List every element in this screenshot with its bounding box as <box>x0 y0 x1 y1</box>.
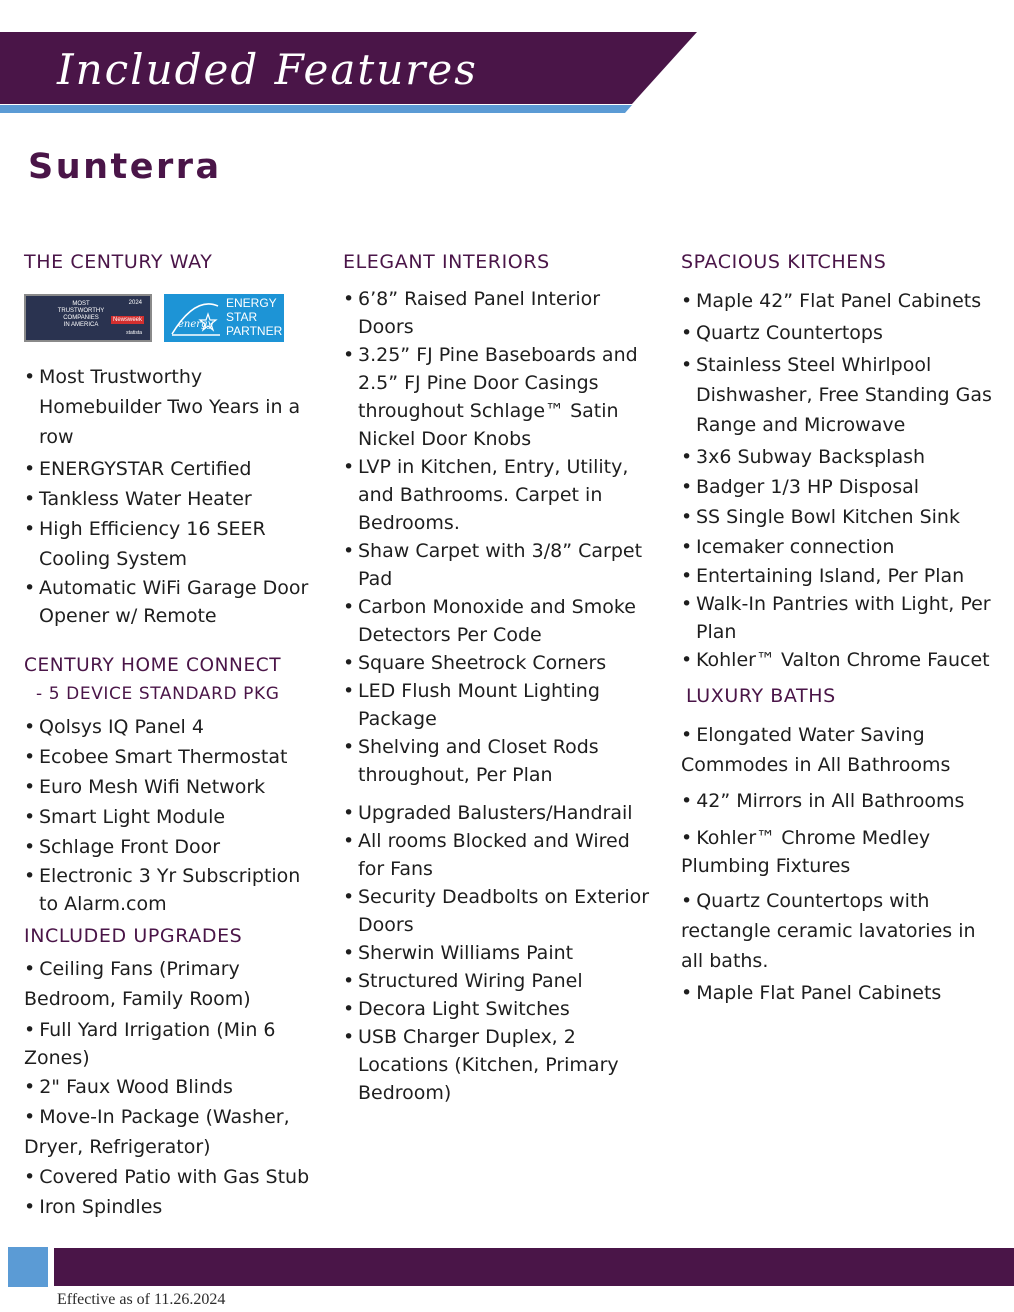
list-item: • 3x6 Subway Backsplash <box>681 442 1001 472</box>
list-item: • Qolsys IQ Panel 4 <box>24 712 324 742</box>
list-item: • Maple Flat Panel Cabinets <box>681 978 1001 1008</box>
list-item: • 2" Faux Wood Blinds <box>24 1072 324 1102</box>
list-item: • Kohler™ Chrome Medley Plumbing Fixtures <box>681 824 1001 880</box>
trust-badge-text: MOST TRUSTWORTHY COMPANIES IN AMERICA <box>57 301 105 328</box>
home-connect-heading: CENTURY HOME CONNECT <box>24 655 282 676</box>
list-item: • LVP in Kitchen, Entry, Utility, and Bathrooms. Carpet in Bedrooms. <box>343 453 658 537</box>
century-way-list <box>24 362 324 630</box>
list-item: • Covered Patio with Gas Stub <box>24 1162 324 1192</box>
list-item: • Carbon Monoxide and Smoke Detectors Per Code <box>343 593 658 649</box>
list-item: • ENERGYSTAR Certified <box>24 454 324 484</box>
interiors-heading: ELEGANT INTERIORS <box>343 251 550 273</box>
upgrades-list <box>24 954 324 1222</box>
trustworthy-badge <box>24 294 152 342</box>
list-item: • Full Yard Irrigation (Min 6 Zones) <box>24 1016 324 1072</box>
list-item: • Automatic WiFi Garage Door Opener w/ Remote <box>24 574 324 630</box>
home-connect-list <box>24 712 324 918</box>
list-item: • 6’8” Raised Panel Interior Doors <box>343 285 658 341</box>
list-item: • Security Deadbolts on Exterior Doors <box>343 883 658 939</box>
list-item: • Smart Light Module <box>24 802 324 832</box>
list-item: • Upgraded Balusters/Handrail <box>343 799 658 827</box>
list-item: • USB Charger Duplex, 2 Locations (Kitchen, Primary Bedroom) <box>343 1023 658 1107</box>
list-item: • Icemaker connection <box>681 532 1001 562</box>
upgrades-heading: INCLUDED UPGRADES <box>24 925 243 947</box>
list-item: • Decora Light Switches <box>343 995 658 1023</box>
list-item: • Square Sheetrock Corners <box>343 649 658 677</box>
footer-accent-square <box>8 1247 48 1287</box>
list-item: • Entertaining Island, Per Plan <box>681 562 1001 590</box>
list-item: • Badger 1/3 HP Disposal <box>681 472 1001 502</box>
list-item: • 42” Mirrors in All Bathrooms <box>681 786 1001 816</box>
list-item: • SS Single Bowl Kitchen Sink <box>681 502 1001 532</box>
award-badges <box>24 294 324 344</box>
list-item: • Ecobee Smart Thermostat <box>24 742 324 772</box>
footer-bar <box>54 1248 1014 1286</box>
list-item: • Iron Spindles <box>24 1192 324 1222</box>
energy-star-icon <box>168 300 222 338</box>
list-item: • Sherwin Williams Paint <box>343 939 658 967</box>
list-item: • High Efficiency 16 SEER Cooling System <box>24 514 324 574</box>
banner-title: Included Features <box>57 45 478 94</box>
list-item: • Most Trustworthy Homebuilder Two Years in a row <box>24 362 324 452</box>
list-item: • Walk-In Pantries with Light, Per Plan <box>681 590 1001 646</box>
century-way-heading: THE CENTURY WAY <box>24 251 213 273</box>
column-left <box>24 248 324 1222</box>
list-item: • Tankless Water Heater <box>24 484 324 514</box>
list-item: • Kohler™ Valton Chrome Faucet <box>681 646 1001 674</box>
svg-text:energy: energy <box>178 319 214 330</box>
list-item: • Elongated Water Saving Commodes in All Bathrooms <box>681 720 1001 780</box>
effective-date: Effective as of 11.26.2024 <box>57 1291 226 1308</box>
list-item: • Structured Wiring Panel <box>343 967 658 995</box>
list-item: • Quartz Countertops <box>681 318 1001 348</box>
statista-logo: statista <box>126 330 142 336</box>
column-right <box>681 248 1001 1008</box>
list-item: • Euro Mesh Wifi Network <box>24 772 324 802</box>
home-connect-subheading: - 5 DEVICE STANDARD PKG <box>36 684 280 704</box>
energy-star-text: ENERGY STAR PARTNER <box>226 296 283 338</box>
newsweek-logo: Newsweek <box>112 317 142 323</box>
kitchens-list <box>681 286 1001 674</box>
community-name: Sunterra <box>28 147 222 187</box>
list-item: • Quartz Countertops with rectangle ceramic lavatories in all baths. <box>681 886 1001 976</box>
energy-star-badge <box>164 294 284 342</box>
list-item: • Move-In Package (Washer, Dryer, Refrigerator) <box>24 1102 324 1162</box>
list-item: • LED Flush Mount Lighting Package <box>343 677 658 733</box>
list-item: • Shelving and Closet Rods throughout, Per Plan <box>343 733 658 789</box>
baths-heading: LUXURY BATHS <box>686 685 836 707</box>
interiors-list <box>343 285 658 1107</box>
list-item: • Ceiling Fans (Primary Bedroom, Family Room) <box>24 954 324 1014</box>
baths-list <box>681 720 1001 1008</box>
list-item: • Electronic 3 Yr Subscription to Alarm.com <box>24 862 324 918</box>
list-item: • Shaw Carpet with 3/8” Carpet Pad <box>343 537 658 593</box>
list-item: • All rooms Blocked and Wired for Fans <box>343 827 658 883</box>
trust-badge-year: 2024 <box>128 300 142 306</box>
list-item: • Maple 42” Flat Panel Cabinets <box>681 286 1001 316</box>
column-middle <box>343 248 658 1107</box>
list-item: • 3.25” FJ Pine Baseboards and 2.5” FJ Pine Door Casings throughout Schlage™ Satin Nickel Door Knobs <box>343 341 658 453</box>
kitchens-heading: SPACIOUS KITCHENS <box>681 251 887 273</box>
list-item: • Schlage Front Door <box>24 832 324 862</box>
list-item: • Stainless Steel Whirlpool Dishwasher, Free Standing Gas Range and Microwave <box>681 350 1001 440</box>
